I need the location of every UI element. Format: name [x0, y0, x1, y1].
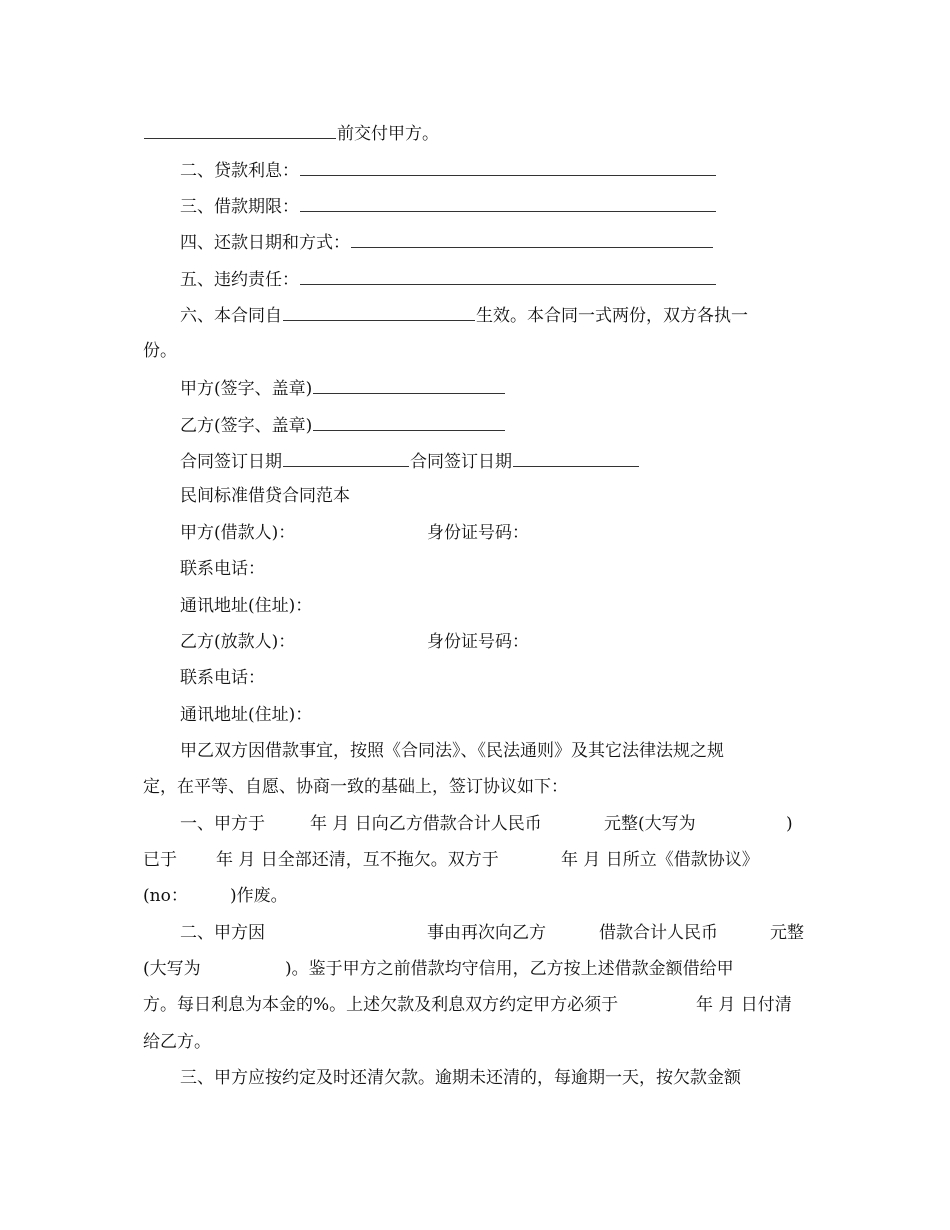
- text: (大写为: [143, 959, 201, 979]
- blank-field: [300, 194, 716, 212]
- line-party-b-sign: [180, 413, 506, 435]
- clause-2-line-1-end: [770, 922, 804, 944]
- blank-field: [300, 158, 716, 176]
- clause-2-line-3: [143, 994, 618, 1016]
- label-lender: 乙方(放款人)：: [180, 632, 296, 652]
- line-party-a-address: [180, 595, 312, 617]
- clause-2-line-1-amount: [599, 922, 718, 944]
- text: 定，在平等、自愿、协商一致的基础上，签订协议如下：: [143, 777, 568, 797]
- text: 一、甲方于: [180, 814, 265, 834]
- label-repayment: 四、还款日期和方式：: [180, 233, 350, 253]
- text: 年 月 日向乙方借款合计人民币: [310, 814, 542, 834]
- document-subtitle: 民间标准借贷合同范本: [180, 486, 350, 506]
- line-party-a-phone: [180, 558, 265, 580]
- line-repayment: [180, 230, 714, 252]
- text: 方。每日利息为本金的%。上述欠款及利息双方约定甲方必须于: [143, 995, 619, 1015]
- line-effective: [180, 303, 748, 325]
- clause-1-line-3: [143, 885, 188, 907]
- line-party-a-sign: [180, 376, 506, 398]
- text: 份。: [143, 341, 177, 361]
- label-id-number: 身份证号码：: [427, 632, 529, 652]
- text: )。鉴于甲方之前借款均守信用，乙方按上述借款金额借给甲: [285, 959, 734, 979]
- text: ): [786, 814, 793, 834]
- line-party-a-id: [427, 522, 529, 544]
- clause-1-line-1-date: [310, 813, 542, 835]
- label-party-a-sign: 甲方(签字、盖章): [180, 379, 313, 399]
- text: 六、本合同自: [180, 306, 282, 326]
- text: 三、甲方应按约定及时还清欠款。逾期未还清的，每逾期一天，按欠款金额: [180, 1068, 741, 1088]
- clause-1-line-1-end: [786, 813, 793, 835]
- label-sign-date: 合同签订日期: [410, 452, 512, 472]
- blank-field: [313, 376, 505, 394]
- label-address: 通讯地址(住址)：: [180, 705, 313, 725]
- clause-1-line-2: [143, 849, 177, 871]
- text: 已于: [143, 850, 177, 870]
- clause-2-line-3-end: [696, 994, 792, 1016]
- label-sign-date: 合同签订日期: [180, 452, 282, 472]
- label-liability: 五、违约责任：: [180, 270, 299, 290]
- label-address: 通讯地址(住址)：: [180, 596, 313, 616]
- line-party-b-phone: [180, 667, 265, 689]
- line-term: [180, 194, 717, 216]
- line-copies: [143, 340, 177, 362]
- clause-1-line-1: [180, 813, 265, 835]
- text: 给乙方。: [143, 1032, 211, 1052]
- label-interest: 二、贷款利息：: [180, 161, 299, 181]
- clause-3-line-1: [180, 1067, 741, 1089]
- line-sign-dates: [180, 449, 640, 471]
- text: 甲乙双方因借款事宜，按照《合同法》、《民法通则》及其它法律法规之规: [180, 741, 724, 761]
- clause-2-line-2-end: [285, 958, 734, 980]
- clause-2-line-4: [143, 1031, 211, 1053]
- text: 元整: [770, 923, 804, 943]
- blank-field: [313, 413, 505, 431]
- text: 事由再次向乙方: [427, 923, 546, 943]
- text: (no：: [143, 886, 188, 906]
- label-phone: 联系电话：: [180, 559, 265, 579]
- text: 年 月 日所立《借款协议》: [561, 850, 759, 870]
- line-liability: [180, 267, 717, 289]
- paragraph-intro-cont: [143, 776, 568, 798]
- blank-field: [300, 267, 716, 285]
- clause-2-line-1-mid: [427, 922, 546, 944]
- clause-1-line-2-end: [561, 849, 759, 871]
- clause-2-line-2: [143, 958, 201, 980]
- blank-field: [351, 230, 713, 248]
- text: 借款合计人民币: [599, 923, 718, 943]
- blank-field: [283, 303, 475, 321]
- line-party-b-address: [180, 704, 312, 726]
- section-title: [180, 485, 350, 507]
- line-party-b: [180, 631, 295, 653]
- clause-1-line-1-amount: [604, 813, 696, 835]
- text: 前交付甲方。: [337, 124, 439, 144]
- label-phone: 联系电话：: [180, 668, 265, 688]
- text: 二、甲方因: [180, 923, 265, 943]
- blank-field: [144, 121, 336, 139]
- clause-1-line-2-mid: [216, 849, 499, 871]
- text: 年 月 日付清: [696, 995, 792, 1015]
- line-party-a: [180, 522, 295, 544]
- text: )作废。: [230, 886, 288, 906]
- blank-field: [513, 449, 639, 467]
- line-party-b-id: [427, 631, 529, 653]
- paragraph-intro: [180, 740, 724, 762]
- clause-2-line-1: [180, 922, 265, 944]
- text: 年 月 日全部还清，互不拖欠。双方于: [216, 850, 499, 870]
- label-term: 三、借款期限：: [180, 197, 299, 217]
- text: 生效。本合同一式两份，双方各执一: [476, 306, 748, 326]
- label-id-number: 身份证号码：: [427, 523, 529, 543]
- blank-field: [283, 449, 409, 467]
- text: 元整(大写为: [604, 814, 696, 834]
- label-borrower: 甲方(借款人)：: [180, 523, 296, 543]
- line-deliver: [143, 121, 439, 143]
- clause-1-line-3-end: [230, 885, 288, 907]
- label-party-b-sign: 乙方(签字、盖章): [180, 416, 313, 436]
- line-interest: [180, 158, 717, 180]
